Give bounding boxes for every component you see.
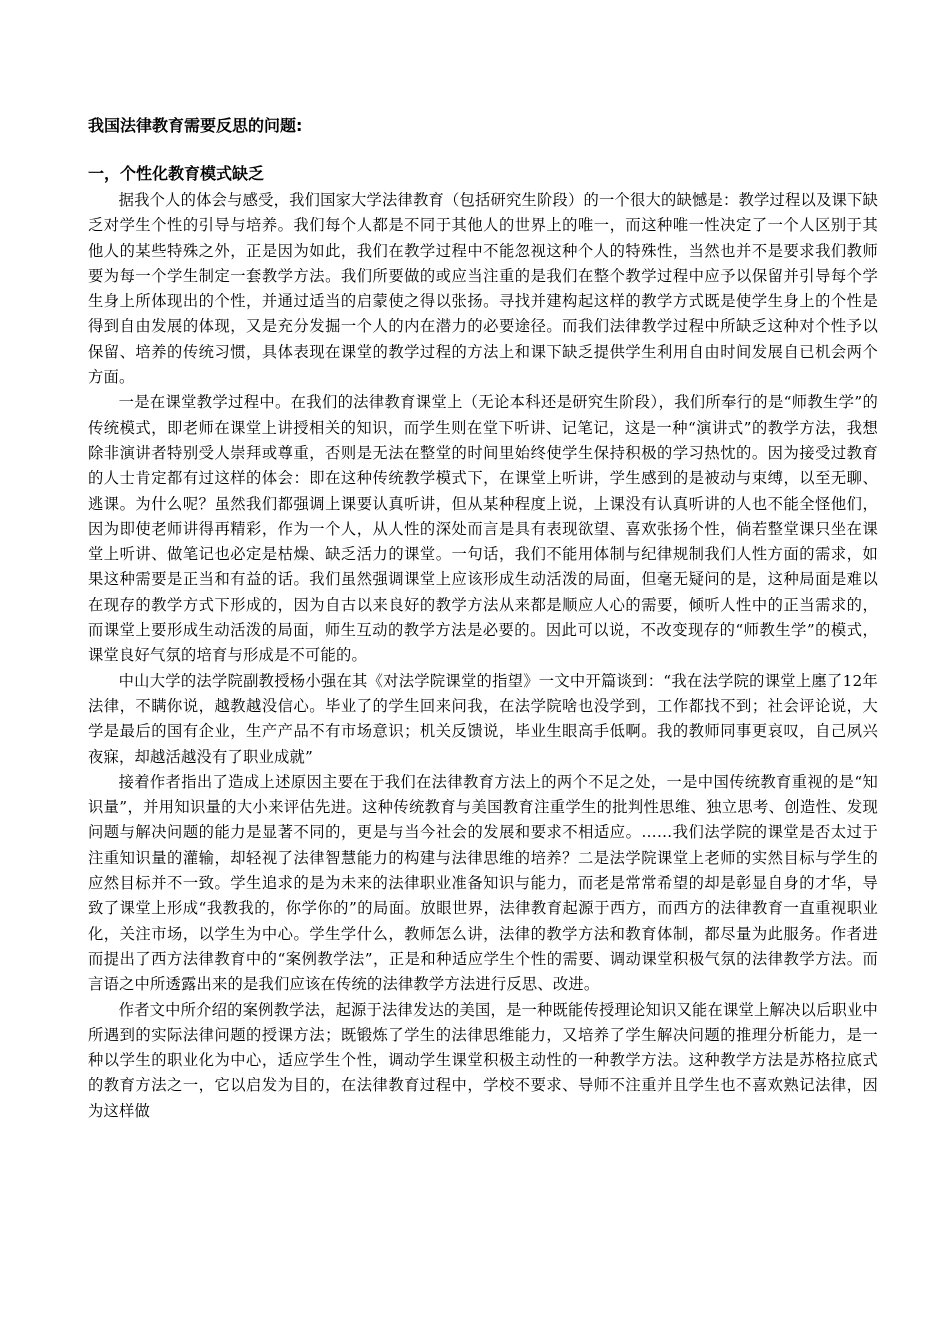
paragraph-4: 接着作者指出了造成上述原因主要在于我们在法律教育方法上的两个不足之处，一是中国传统教育重视的是“知识量”，并用知识量的大小来评估先进。这种传统教育与美国教育注重学生的批判性思维、独立思考、创造性、发现问题与解决问题的能力是显著不同的，更是与当今社会的发展和要求不相适应。……我们法学院的课堂是否太过于注重知识量的灌输，却轻视了法律智慧能力的构建与法律思维的培养？二是法学院课堂上老师的实然目标与学生的应然目标并不一致。学生追求的是为未来的法律职业准备知识与能力，而老是常常希望的却是彰显自身的才华，导致了课堂上形成“我教我的，你学你的”的局面。放眼世界，法律教育起源于西方，而西方的法律教育一直重视职业化，关注市场，以学生为中心。学生学什么，教师怎么讲，法律的教学方法和教育体制，都尽量为此服务。作者进而提出了西方法律教育中的“案例教学法”，正是和种适应学生个性的需要、调动课堂积极气氛的法律教学方法。而言语之中所透露出来的是我们应该在传统的法律教学方法进行反思、改进。 — [88, 772, 878, 994]
paragraph-3: 中山大学的法学院副教授杨小强在其《对法学院课堂的指望》一文中开篇谈到：“我在法学院的课堂上廛了12年法律，不瞒你说，越教越没信心。毕业了的学生回来问我，在法学院啥也没学到，工作都找不到；社会评论说，大学是最后的国有企业，生产产品不有市场意识；机关反馈说，毕业生眼高手低啊。我的教师同事更哀叹，自己夙兴夜寐，却越活越没有了职业成就” — [88, 671, 878, 766]
document-page — [88, 112, 878, 1124]
paragraph-2: 一是在课堂教学过程中。在我们的法律教育课堂上（无论本科还是研究生阶段），我们所奉行的是“师教生学”的传统模式，即老师在课堂上讲授相关的知识，而学生则在堂下听讲、记笔记，这是一种“演讲式”的教学方法，我想除非演讲者特别受人崇拜或尊重，否则是无法在整堂的时间里始终使学生保持积极的学习热忱的。因为接受过教育的人士肯定都有过这样的体会：即在这种传统教学模式下，在课堂上听讲，学生感到的是被动与束缚，以至无聊、逃课。为什么呢？虽然我们都强调上课要认真听讲，但从某种程度上说，上课没有认真听讲的人也不能全怪他们，因为即使老师讲得再精彩，作为一个人，从人性的深处而言是具有表现欲望、喜欢张扬个性，倘若整堂课只坐在课堂上听讲、做笔记也必定是枯燥、缺乏活力的课堂。一句话，我们不能用体制与纪律规制我们人性方面的需求，如果这种需要是正当和有益的话。我们虽然强调课堂上应该形成生动活泼的局面，但毫无疑问的是，这种局面是难以在现存的教学方式下形成的，因为自古以来良好的教学方法从来都是顺应人心的需要，倾听人性中的正当需求的，而课堂上要形成生动活泼的局面，师生互动的教学方法是必要的。因此可以说，不改变现存的“师教生学”的模式，课堂良好气氛的培育与形成是不可能的。 — [88, 393, 878, 665]
document-title: 我国法律教育需要反思的问题: — [88, 116, 303, 135]
paragraph-5: 作者文中所介绍的案例教学法，起源于法律发达的美国，是一种既能传授理论知识又能在课堂上解决以后职业中所遇到的实际法律问题的授课方法；既锻炼了学生的法律思维能力，又培养了学生解决问题的推理分析能力，是一种以学生的职业化为中心，适应学生个性，调动学生课堂积极主动性的一种教学方法。这种教学方法是苏格拉底式的教育方法之一，它以启发为目的，在法律教育过程中，学校不要求、导师不注重并且学生也不喜欢熟记法律，因为这样做 — [88, 1000, 878, 1120]
section-heading: 一，个性化教育模式缺乏 — [88, 164, 265, 183]
paragraph-1: 据我个人的体会与感受，我们国家大学法律教育（包括研究生阶段）的一个很大的缺憾是：教学过程以及课下缺乏对学生个性的引导与培养。我们每个人都是不同于其他人的世界上的唯一，而这种唯一性决定了一个人区别于其他人的某些特殊之外，正是因为如此，我们在教学过程中不能忽视这种个人的特殊性，当然也并不是要求我们教师要为每一个学生制定一套教学方法。我们所要做的或应当注重的是我们在整个教学过程中应予以保留并引导每个学生身上所体现出的个性，并通过适当的启蒙使之得以张扬。寻找并建构起这样的教学方式既是使学生身上的个性是得到自由发展的体现，又是充分发掘一个人的内在潜力的必要途径。而我们法律教学过程中所缺乏这种对个性予以保留、培养的传统习惯，具体表现在课堂的教学过程的方法上和课下缺乏提供学生利用自由时间发展自已机会两个方面。 — [88, 191, 878, 387]
